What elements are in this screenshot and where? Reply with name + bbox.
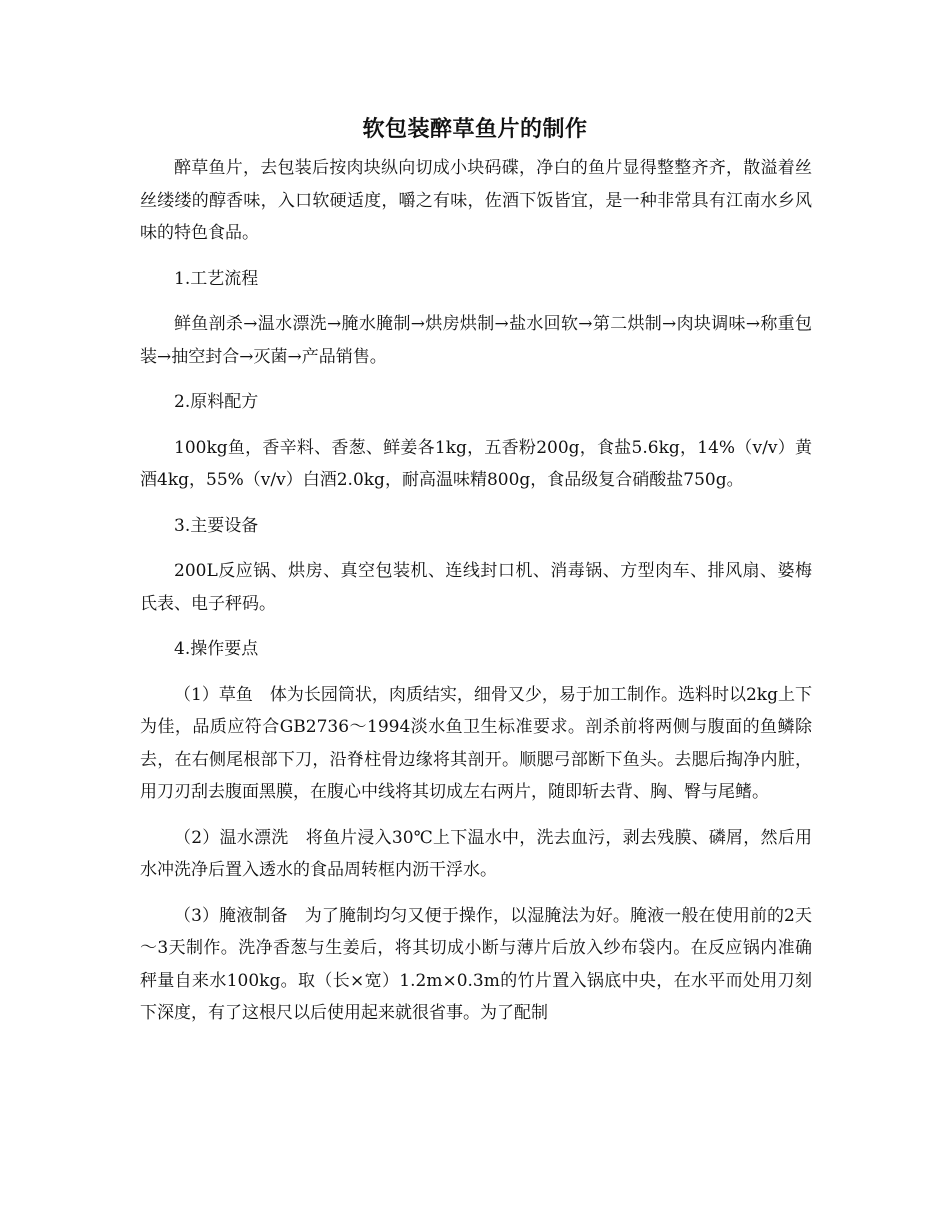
step-2-paragraph: （2）温水漂洗 将鱼片浸入30℃上下温水中，洗去血污，剥去残膜、磷屑，然后用水冲洗净后置入透水的食品周转框内沥干浮水。	[140, 827, 812, 880]
equipment-paragraph: 200L反应锅、烘房、真空包装机、连线封口机、消毒锅、方型肉车、排风扇、婆梅氏表、电子秤码。	[140, 561, 812, 614]
section-heading-recipe: 2.原料配方	[174, 392, 259, 412]
section-heading-operation: 4.操作要点	[174, 639, 259, 659]
recipe-paragraph: 100kg鱼，香辛料、香葱、鲜姜各1kg，五香粉200g，食盐5.6kg，14%（v/v）黄酒4kg，55%（v/v）白酒2.0kg，耐高温味精800g，食品级复合硝酸盐750g。	[140, 437, 812, 490]
section-heading-process: 1.工艺流程	[174, 268, 259, 289]
process-paragraph: 鲜鱼剖杀→温水漂洗→腌水腌制→烘房烘制→盐水回软→第二烘制→肉块调味→称重包装→抽空封合→灭菌→产品销售。	[140, 314, 812, 367]
section-heading-equipment: 3.主要设备	[174, 515, 259, 536]
intro-paragraph: 醉草鱼片，去包装后按肉块纵向切成小块码碟，净白的鱼片显得整整齐齐，散溢着丝丝缕缕的醇香味，入口软硬适度，嚼之有味，佐酒下饭皆宜，是一种非常具有江南水乡风味的特色食品。	[140, 158, 812, 243]
step-3-paragraph: （3）腌液制备 为了腌制均匀又便于操作，以湿腌法为好。腌液一般在使用前的2天～3天制作。洗净香葱与生姜后，将其切成小断与薄片后放入纱布袋内。在反应锅内准确秤量自来水100kg。取（长×宽）1.2m×0.3m的竹片置入锅底中央，在水平而处用刀刻下深度，有了这根尺以后使用起来就很省事。为了配制	[140, 905, 812, 1023]
step-1-paragraph: （1）草鱼 体为长园筒状，肉质结实，细骨又少，易于加工制作。选料时以2kg上下为佳，品质应符合GB2736～1994淡水鱼卫生标准要求。剖杀前将两侧与腹面的鱼鳞除去，在右侧尾根部下刀，沿脊柱骨边缘将其剖开。顺腮弓部断下鱼头。去腮后掏净内脏，用刀刃刮去腹面黑膜，在腹心中线将其切成左右两片，随即斩去背、胸、臀与尾鳍。	[140, 684, 812, 802]
document-title: 软包装醉草鱼片的制作	[362, 117, 588, 142]
document-body	[140, 152, 812, 1043]
